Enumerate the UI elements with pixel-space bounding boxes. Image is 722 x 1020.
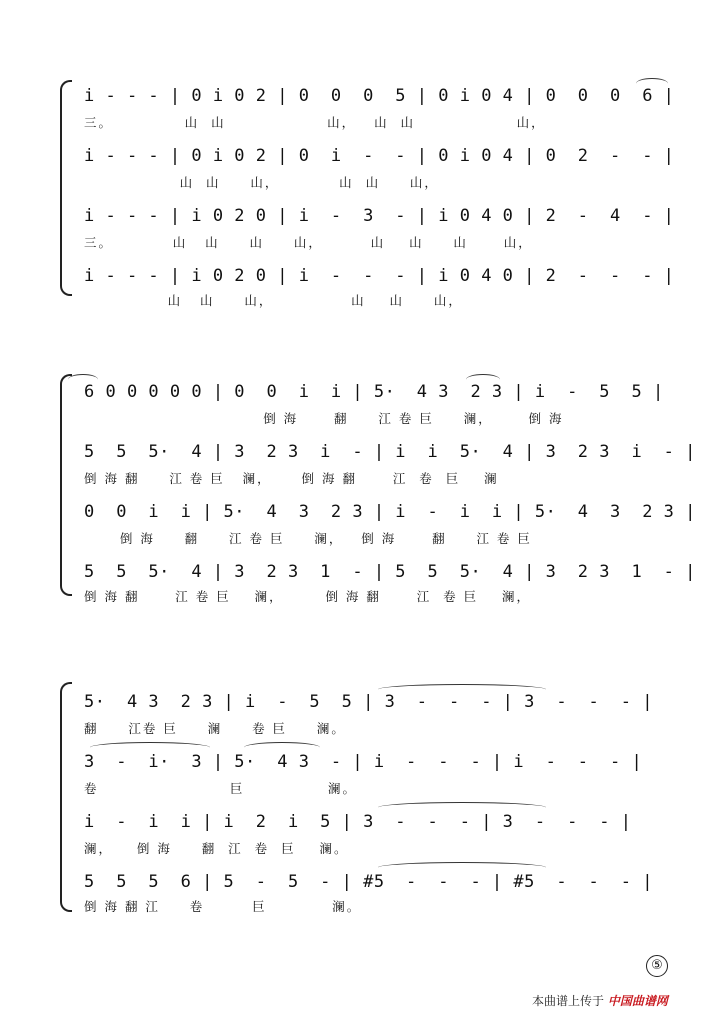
staff-row-notes: i - - - | i 0 2 0 | i - - - | i 0 4 0 | 2 - - - | — [84, 266, 675, 286]
staff-row-notes: i - - - | 0 i 0 2 | 0 i - - | 0 i 0 4 | 0 2 - - | — [84, 146, 675, 166]
staff-row-notes: 5· 4 3 2 3 | i - 5 5 | 3 - - - | 3 - - - | — [84, 692, 653, 712]
staff-row-lyrics: 倒 海 翻 江 卷 巨 澜。 — [84, 899, 362, 914]
tie-slur — [378, 802, 546, 813]
staff-row-lyrics: 三。 山 山 山 山， 山 山 山 山， — [84, 235, 533, 250]
system-brace — [60, 682, 72, 912]
tie-slur — [90, 742, 210, 753]
staff-row-lyrics: 山 山 山， 山 山 山， — [84, 293, 463, 308]
staff-row-lyrics: 倒 海 翻 江 卷 巨 澜， 倒 海 — [84, 411, 564, 426]
score-system-2 — [0, 374, 722, 614]
staff-row-lyrics: 卷 巨 澜。 — [84, 781, 358, 796]
staff-row-lyrics: 倒 海 翻 江 卷 巨 澜， 倒 海 翻 江 卷 巨 澜 — [84, 471, 499, 486]
staff-row-lyrics: 三。 山 山 山， 山 山 山， — [84, 115, 546, 130]
score-system-3 — [0, 682, 722, 922]
staff-row-notes: 3 - i· 3 | 5· 4 3 - | i - - - | i - - - | — [84, 752, 643, 772]
tie-slur — [244, 742, 320, 753]
site-logo-text[interactable]: 中国曲谱网 — [607, 994, 668, 1008]
tie-slur — [378, 684, 546, 695]
tie-slur — [466, 374, 500, 385]
staff-row-notes: i - i i | i 2 i 5 | 3 - - - | 3 - - - | — [84, 812, 632, 832]
staff-row-lyrics: 山 山 山， 山 山 山， — [84, 175, 439, 190]
staff-row-notes: i - - - | 0 i 0 2 | 0 0 0 5 | 0 i 0 4 | 0 0 0 6 | — [84, 86, 675, 106]
staff-row-notes: 6 0 0 0 0 0 | 0 0 i i | 5· 4 3 2 3 | i - 5 5 | — [84, 382, 664, 402]
staff-row-notes: 0 0 i i | 5· 4 3 2 3 | i - i i | 5· 4 3 2 3 | — [84, 502, 696, 522]
system-brace — [60, 80, 72, 296]
tie-slur — [636, 78, 668, 89]
page-number: ⑤ — [646, 955, 668, 977]
system-brace — [60, 374, 72, 596]
staff-row-notes: 5 5 5· 4 | 3 2 3 1 - | 5 5 5· 4 | 3 2 3 1 - | — [84, 562, 696, 582]
staff-row-notes: 5 5 5· 4 | 3 2 3 i - | i i 5· 4 | 3 2 3 i - | — [84, 442, 696, 462]
staff-row-lyrics: 翻 江卷 巨 澜 卷 巨 澜。 — [84, 721, 346, 736]
score-system-1 — [0, 76, 722, 316]
tie-slur — [68, 374, 98, 385]
footer-text: 本曲谱上传于 — [532, 994, 605, 1008]
footer-credit — [532, 990, 668, 1012]
staff-row-notes: i - - - | i 0 2 0 | i - 3 - | i 0 4 0 | 2 - 4 - | — [84, 206, 675, 226]
staff-row-lyrics: 倒 海 翻 江 卷 巨 澜， 倒 海 翻 江 卷 巨 澜， — [84, 589, 532, 604]
tie-slur — [378, 862, 546, 873]
staff-row-lyrics: 倒 海 翻 江 卷 巨 澜， 倒 海 翻 江 卷 巨 — [84, 531, 532, 546]
staff-row-notes: 5 5 5 6 | 5 - 5 - | #5 - - - | #5 - - - | — [84, 872, 653, 892]
staff-row-lyrics: 澜， 倒 海 翻 江 卷 巨 澜。 — [84, 841, 349, 856]
